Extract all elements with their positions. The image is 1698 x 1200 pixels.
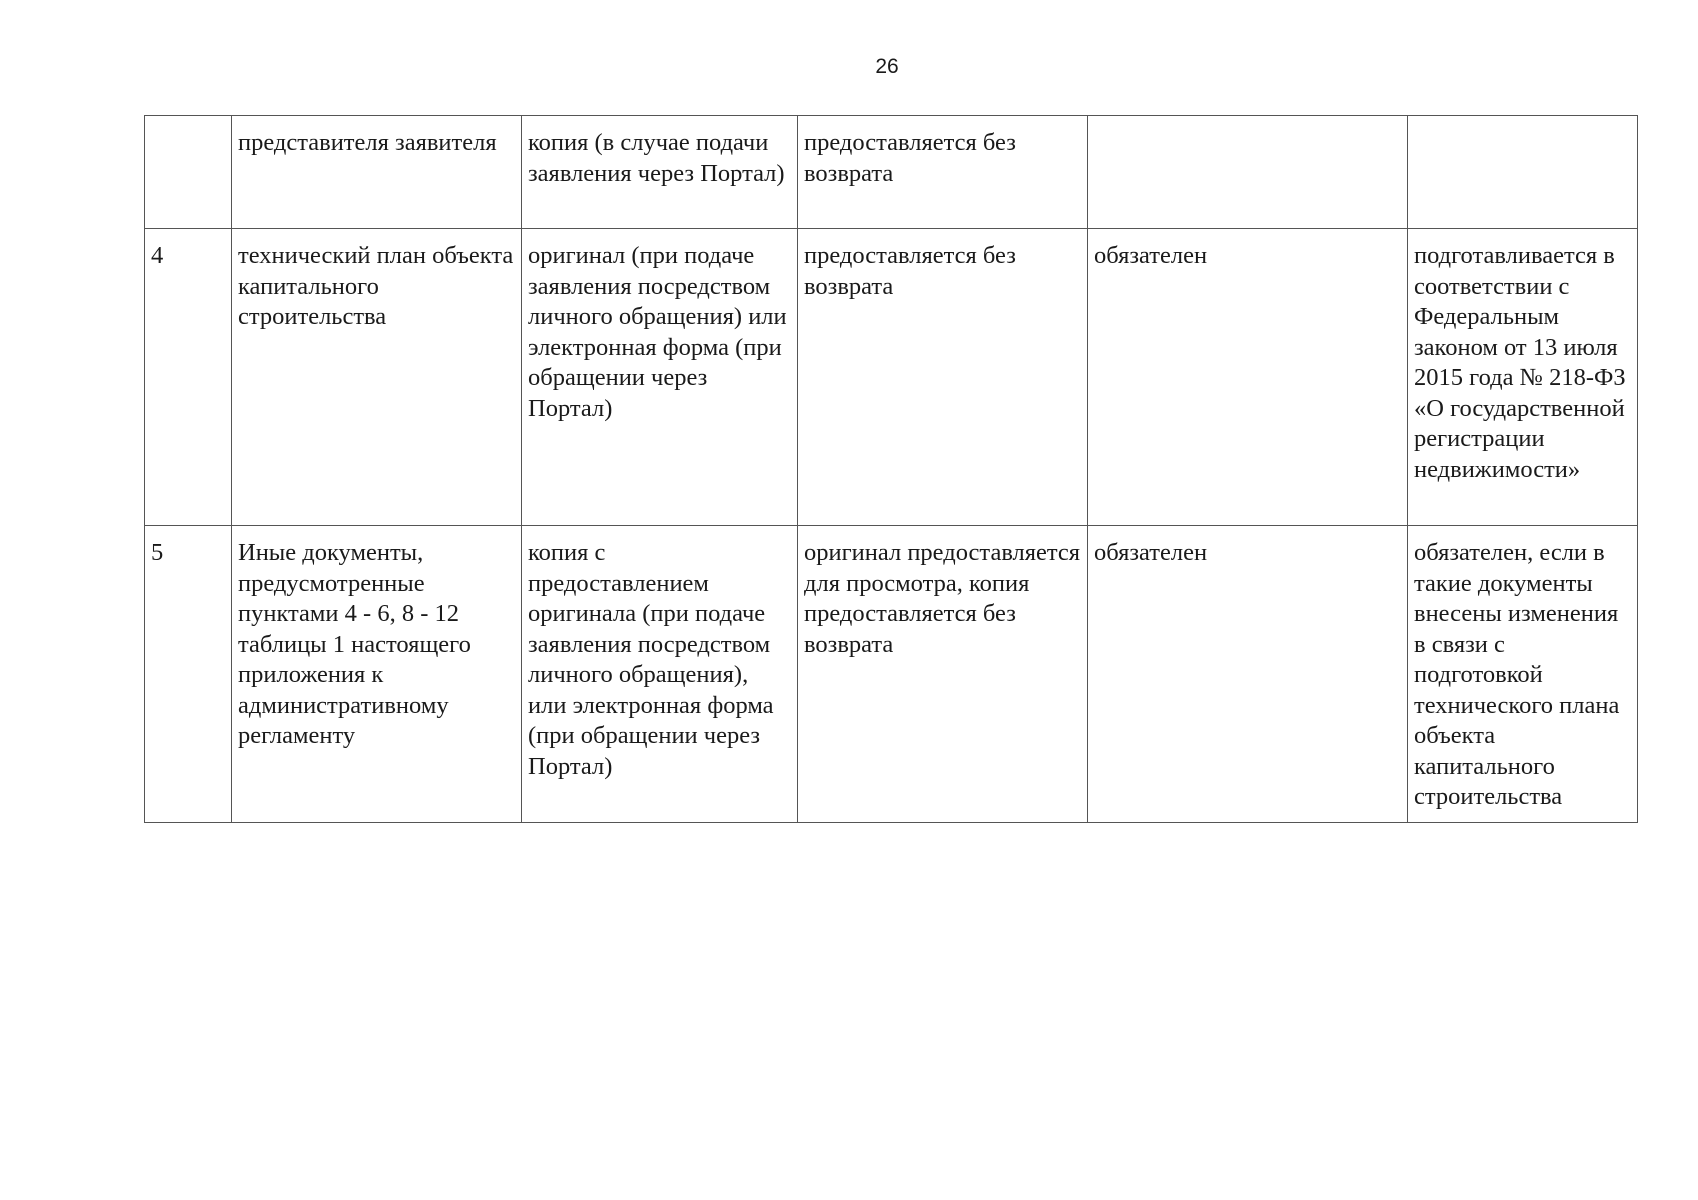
table-row xyxy=(145,526,1638,823)
cell-number: 5 xyxy=(145,526,232,823)
cell-document: представителя заявителя xyxy=(232,116,522,229)
cell-required xyxy=(1088,116,1408,229)
cell-number xyxy=(145,116,232,229)
cell-document: Иные документы, предусмотренные пунктами 4 - 6, 8 - 12 таблицы 1 настоящего приложения к административному регламенту xyxy=(232,526,522,823)
cell-form: копия с предоставлением оригинала (при подаче заявления посредством личного обращения), или электронная форма (при обращении через Портал) xyxy=(522,526,798,823)
cell-document: технический план объекта капитального строительства xyxy=(232,229,522,526)
page-number: 26 xyxy=(875,55,899,78)
cell-return: предоставляется без возврата xyxy=(798,229,1088,526)
cell-number: 4 xyxy=(145,229,232,526)
cell-note: подготавливается в соответствии с Федеральным законом от 13 июля 2015 года № 218-ФЗ «О государственной регистрации недвижимости» xyxy=(1408,229,1638,526)
cell-return: предоставляется без возврата xyxy=(798,116,1088,229)
cell-required: обязателен xyxy=(1088,229,1408,526)
cell-note: обязателен, если в такие документы внесены изменения в связи с подготовкой технического плана объекта капитального строительства xyxy=(1408,526,1638,823)
cell-return: оригинал предоставляется для просмотра, копия предоставляется без возврата xyxy=(798,526,1088,823)
cell-note xyxy=(1408,116,1638,229)
table-row xyxy=(145,229,1638,526)
table-row xyxy=(145,116,1638,229)
cell-required: обязателен xyxy=(1088,526,1408,823)
cell-form: оригинал (при подаче заявления посредством личного обращения) или электронная форма (при обращении через Портал) xyxy=(522,229,798,526)
documents-table xyxy=(144,115,1638,823)
cell-form: копия (в случае подачи заявления через Портал) xyxy=(522,116,798,229)
